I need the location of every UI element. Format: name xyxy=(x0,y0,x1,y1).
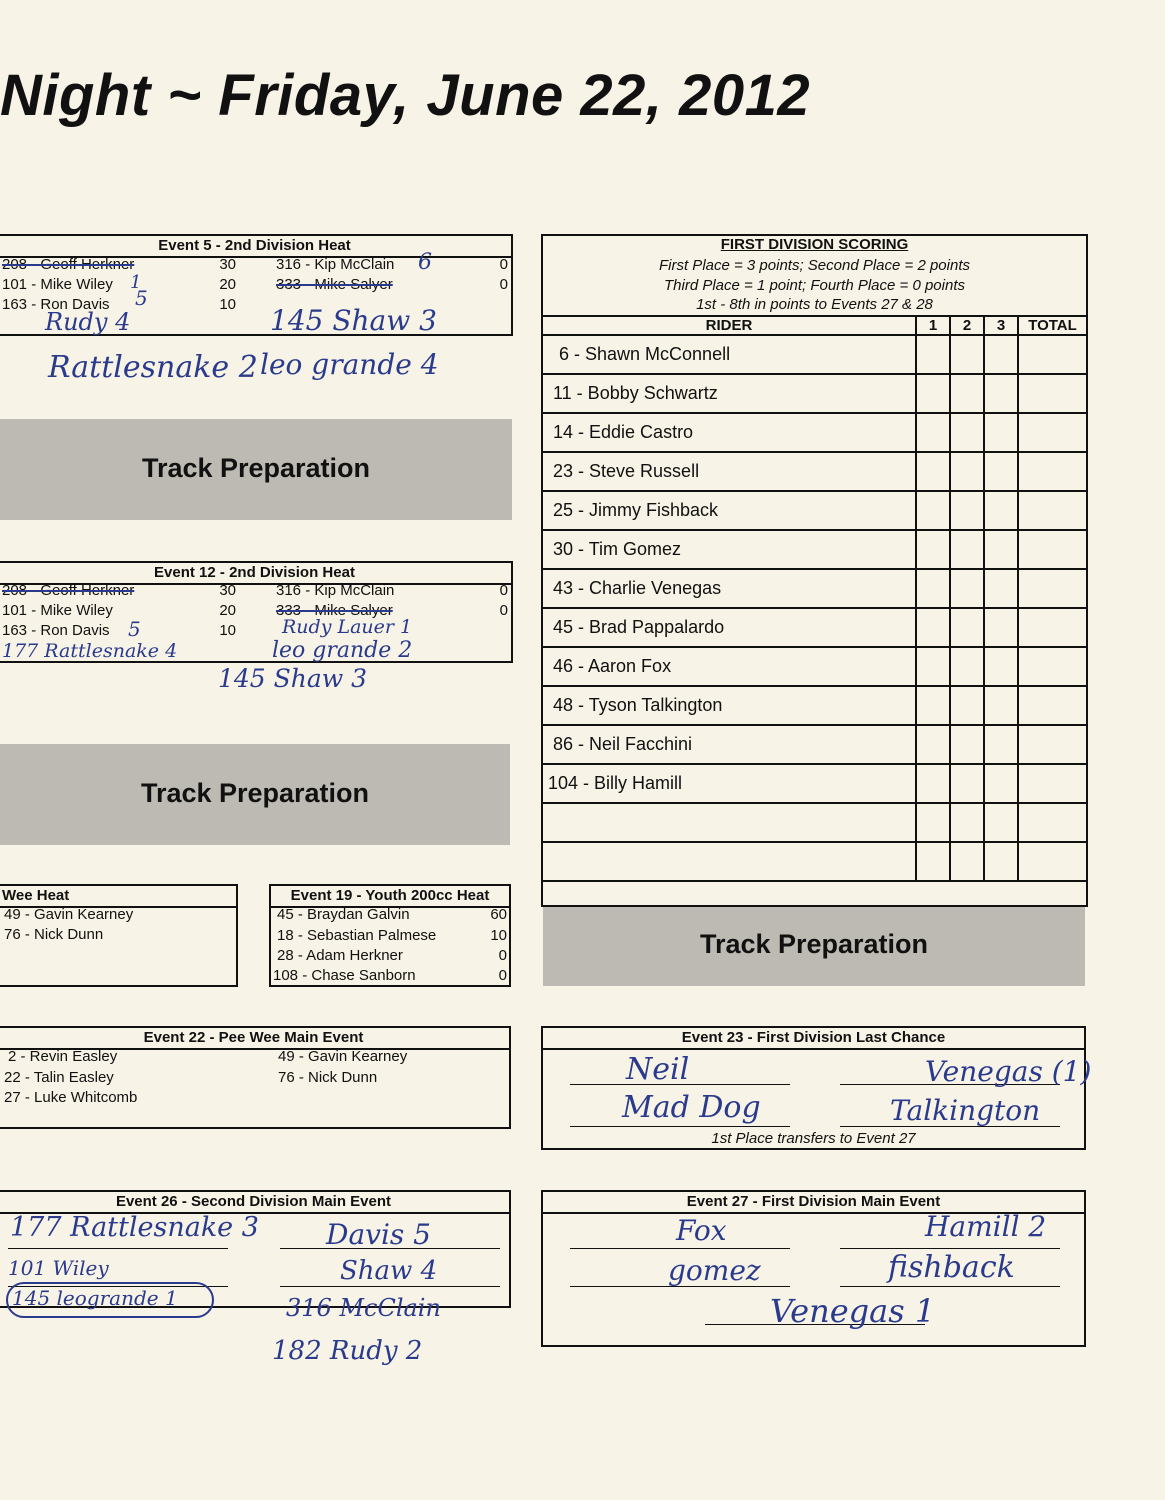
event12-right-pts: 0 xyxy=(499,582,508,599)
score-cell xyxy=(984,725,1018,764)
score-cell xyxy=(916,413,950,452)
score-cell xyxy=(950,725,984,764)
score-cell xyxy=(916,569,950,608)
score-cell xyxy=(984,842,1018,881)
event22-rider: 2 - Revin Easley xyxy=(8,1048,118,1065)
table-row xyxy=(542,569,1087,608)
event5-left-pts: 10 xyxy=(219,296,236,313)
total-cell xyxy=(1018,335,1087,374)
score-cell xyxy=(984,491,1018,530)
table-row xyxy=(542,608,1087,647)
total-cell xyxy=(1018,647,1087,686)
entry-line xyxy=(8,1248,228,1249)
handwritten-note: 1 xyxy=(130,272,142,293)
score-cell xyxy=(916,491,950,530)
handwritten-note: Rudy 4 xyxy=(45,308,131,336)
handwritten-note: Mad Dog xyxy=(622,1090,761,1125)
track-prep-label: Track Preparation xyxy=(141,453,371,483)
handwritten-note: 145 Shaw 3 xyxy=(270,304,437,337)
event12-left-rider: 163 - Ron Davis xyxy=(2,622,110,639)
table-row xyxy=(542,842,1087,881)
event12-left-pts: 30 xyxy=(219,582,236,599)
event22-rider: 22 - Talin Easley xyxy=(4,1069,114,1086)
score-cell xyxy=(916,803,950,842)
event5-header: Event 5 - 2nd Division Heat xyxy=(0,236,511,258)
handwritten-note: 6 xyxy=(418,250,432,275)
score-cell xyxy=(950,569,984,608)
event22-rider: 76 - Nick Dunn xyxy=(278,1069,378,1086)
score-cell xyxy=(984,569,1018,608)
table-header-row xyxy=(542,316,1087,335)
event23-footer: 1st Place transfers to Event 27 xyxy=(711,1130,916,1147)
score-cell xyxy=(984,803,1018,842)
table-row xyxy=(542,452,1087,491)
event19-pts: 60 xyxy=(490,906,507,923)
handwritten-note: 5 xyxy=(135,286,148,310)
handwritten-note: 177 Rattlesnake 4 xyxy=(2,640,178,662)
score-cell xyxy=(950,686,984,725)
scoring-rule: 1st - 8th in points to Events 27 & 28 xyxy=(696,296,933,313)
handwritten-note: Venegas (1) xyxy=(925,1055,1092,1088)
rider-cell: 48 - Tyson Talkington xyxy=(542,686,916,725)
event22-header: Event 22 - Pee Wee Main Event xyxy=(0,1028,509,1050)
event19-pts: 0 xyxy=(498,947,507,964)
score-cell xyxy=(984,608,1018,647)
table-row xyxy=(542,725,1087,764)
total-cell xyxy=(1018,803,1087,842)
handwritten-note: 101 Wiley xyxy=(8,1256,109,1280)
total-cell xyxy=(1018,686,1087,725)
score-cell xyxy=(950,842,984,881)
scoring-rule: First Place = 3 points; Second Place = 2 points xyxy=(658,257,970,274)
event12-right-rider: 316 - Kip McClain xyxy=(276,582,395,599)
total-cell xyxy=(1018,452,1087,491)
handwritten-note: Rattlesnake 2 xyxy=(48,350,258,385)
total-cell xyxy=(1018,569,1087,608)
score-cell xyxy=(984,452,1018,491)
table-row xyxy=(542,647,1087,686)
total-cell xyxy=(1018,764,1087,803)
event12-left-pts: 10 xyxy=(219,622,236,639)
handwritten-note: leo grande 2 xyxy=(272,638,413,663)
score-cell xyxy=(950,530,984,569)
event5-right-pts: 0 xyxy=(499,256,508,273)
rider-cell xyxy=(542,803,916,842)
wee-heat-rider: 49 - Gavin Kearney xyxy=(4,906,134,923)
score-cell xyxy=(916,842,950,881)
total-cell xyxy=(1018,608,1087,647)
score-cell xyxy=(950,647,984,686)
event19-rider: 45 - Braydan Galvin xyxy=(277,906,410,923)
score-cell xyxy=(916,452,950,491)
track-prep-label: Track Preparation xyxy=(699,929,929,959)
event5-left-pts: 20 xyxy=(219,276,236,293)
event5-left-rider: 101 - Mike Wiley xyxy=(2,276,113,293)
rider-cell: 45 - Brad Pappalardo xyxy=(542,608,916,647)
score-cell xyxy=(916,374,950,413)
event12-left-rider: 208 - Geoff Herkner xyxy=(2,582,135,599)
score-cell xyxy=(916,530,950,569)
col-heat-2: 2 xyxy=(950,316,984,335)
score-cell xyxy=(984,686,1018,725)
handwritten-note: Rudy Lauer 1 xyxy=(282,616,413,638)
rider-cell: 11 - Bobby Schwartz xyxy=(542,374,916,413)
event19-header: Event 19 - Youth 200cc Heat xyxy=(271,886,509,908)
score-cell xyxy=(916,686,950,725)
handwritten-note: 316 McClain xyxy=(286,1294,441,1322)
score-cell xyxy=(984,335,1018,374)
score-cell xyxy=(950,608,984,647)
track-prep-panel xyxy=(0,419,512,520)
scoring-rule: Third Place = 1 point; Fourth Place = 0 points xyxy=(663,277,965,294)
table-row xyxy=(542,686,1087,725)
table-row xyxy=(542,530,1087,569)
rider-cell: 104 - Billy Hamill xyxy=(542,764,916,803)
rider-cell: 86 - Neil Facchini xyxy=(542,725,916,764)
wee-heat-header: Wee Heat xyxy=(0,886,236,908)
handwritten-note: 145 leogrande 1 xyxy=(6,1282,214,1318)
entry-line xyxy=(570,1248,790,1249)
handwritten-note: gomez xyxy=(668,1254,761,1287)
col-total: TOTAL xyxy=(1018,316,1087,335)
score-cell xyxy=(984,764,1018,803)
col-heat-1: 1 xyxy=(916,316,950,335)
event5-left-rider: 163 - Ron Davis xyxy=(2,296,110,313)
handwritten-note: Fox xyxy=(676,1214,727,1247)
handwritten-note: Venegas 1 xyxy=(770,1292,936,1330)
rider-cell: 23 - Steve Russell xyxy=(542,452,916,491)
score-cell xyxy=(916,335,950,374)
handwritten-note: leo grande 4 xyxy=(260,348,439,381)
event12-left-rider: 101 - Mike Wiley xyxy=(2,602,113,619)
score-cell xyxy=(916,647,950,686)
handwritten-note: Shaw 4 xyxy=(340,1256,438,1286)
table-row xyxy=(542,491,1087,530)
handwritten-note: fishback xyxy=(888,1250,1015,1285)
event5-left-rider: 208 - Geoff Herkner xyxy=(2,256,135,273)
total-cell xyxy=(1018,725,1087,764)
event12-right-rider: 333 - Mike Salyer xyxy=(276,602,393,619)
entry-line xyxy=(840,1248,1060,1249)
col-heat-3: 3 xyxy=(984,316,1018,335)
event22-rider: 49 - Gavin Kearney xyxy=(278,1048,408,1065)
event26-header: Event 26 - Second Division Main Event xyxy=(0,1192,509,1214)
total-cell xyxy=(1018,374,1087,413)
score-cell xyxy=(950,764,984,803)
col-rider: RIDER xyxy=(542,316,916,335)
score-cell xyxy=(984,374,1018,413)
event22-rider: 27 - Luke Whitcomb xyxy=(4,1089,138,1106)
score-cell xyxy=(950,335,984,374)
score-cell xyxy=(984,647,1018,686)
table-row xyxy=(542,803,1087,842)
event5-right-rider: 316 - Kip McClain xyxy=(276,256,395,273)
event23-header: Event 23 - First Division Last Chance xyxy=(543,1028,1084,1050)
score-cell xyxy=(950,374,984,413)
total-cell xyxy=(1018,413,1087,452)
handwritten-note: Talkington xyxy=(890,1094,1041,1127)
score-cell xyxy=(984,413,1018,452)
rider-cell: 25 - Jimmy Fishback xyxy=(542,491,916,530)
page-title: Night ~ Friday, June 22, 2012 xyxy=(0,63,811,128)
event27-header: Event 27 - First Division Main Event xyxy=(543,1192,1084,1214)
event19-pts: 0 xyxy=(498,967,507,984)
event19-rider: 108 - Chase Sanborn xyxy=(273,967,416,984)
total-cell xyxy=(1018,842,1087,881)
scoring-table xyxy=(541,315,1088,882)
rider-cell xyxy=(542,842,916,881)
total-cell xyxy=(1018,491,1087,530)
event12-header: Event 12 - 2nd Division Heat xyxy=(0,563,511,585)
track-prep-panel xyxy=(543,907,1085,986)
table-row xyxy=(542,335,1087,374)
entry-line xyxy=(570,1126,790,1127)
rider-cell: 43 - Charlie Venegas xyxy=(542,569,916,608)
handwritten-note: 182 Rudy 2 xyxy=(272,1336,423,1366)
event5-right-pts: 0 xyxy=(499,276,508,293)
event19-rider: 18 - Sebastian Palmese xyxy=(277,927,437,944)
rider-cell: 6 - Shawn McConnell xyxy=(542,335,916,374)
score-cell xyxy=(950,803,984,842)
score-cell xyxy=(984,530,1018,569)
score-cell xyxy=(950,491,984,530)
handwritten-note: 177 Rattlesnake 3 xyxy=(10,1212,259,1243)
first-division-header: FIRST DIVISION SCORING xyxy=(720,236,909,253)
score-cell xyxy=(916,725,950,764)
rider-cell: 14 - Eddie Castro xyxy=(542,413,916,452)
track-prep-panel xyxy=(0,744,510,845)
table-row xyxy=(542,374,1087,413)
event5-right-rider: 333 - Mike Salyer xyxy=(276,276,393,293)
track-prep-label: Track Preparation xyxy=(140,778,370,808)
entry-line xyxy=(280,1286,500,1287)
event12-left-pts: 20 xyxy=(219,602,236,619)
handwritten-note: 145 Shaw 3 xyxy=(218,664,368,693)
wee-heat-rider: 76 - Nick Dunn xyxy=(4,926,104,943)
rider-cell: 30 - Tim Gomez xyxy=(542,530,916,569)
total-cell xyxy=(1018,530,1087,569)
event19-rider: 28 - Adam Herkner xyxy=(277,947,403,964)
handwritten-note: Neil xyxy=(626,1052,690,1087)
entry-line xyxy=(840,1286,1060,1287)
handwritten-note: Davis 5 xyxy=(326,1218,431,1251)
handwritten-note: Hamill 2 xyxy=(925,1210,1047,1243)
score-cell xyxy=(916,608,950,647)
score-cell xyxy=(916,764,950,803)
score-cell xyxy=(950,413,984,452)
table-row xyxy=(542,764,1087,803)
event19-pts: 10 xyxy=(490,927,507,944)
handwritten-note: 5 xyxy=(128,617,141,641)
table-row xyxy=(542,413,1087,452)
rider-cell: 46 - Aaron Fox xyxy=(542,647,916,686)
event5-left-pts: 30 xyxy=(219,256,236,273)
score-cell xyxy=(950,452,984,491)
event12-right-pts: 0 xyxy=(499,602,508,619)
